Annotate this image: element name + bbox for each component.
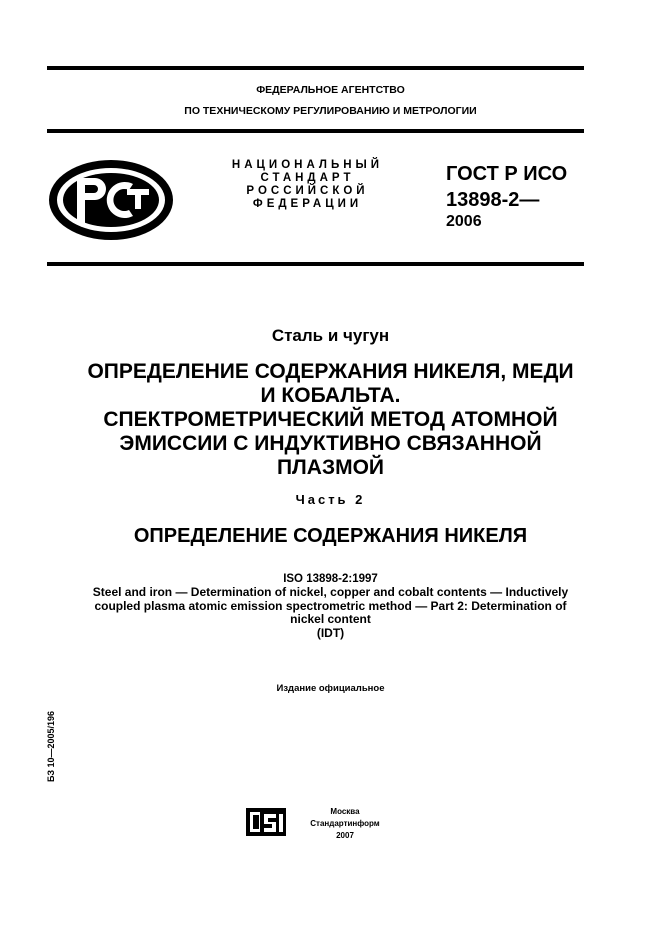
part-title: ОПРЕДЕЛЕНИЕ СОДЕРЖАНИЯ НИКЕЛЯ xyxy=(133,525,528,547)
agency-line-1: ФЕДЕРАЛЬНОЕ АГЕНТСТВО xyxy=(256,84,405,96)
national-standard-line-3: РОССИЙСКОЙ xyxy=(246,185,369,197)
national-standard-line-2: СТАНДАРТ xyxy=(260,172,355,184)
title-line: СПЕКТРОМЕТРИЧЕСКИЙ МЕТОД АТОМНОЙ xyxy=(103,408,558,431)
part-label: Часть 2 xyxy=(295,492,366,507)
top-rule xyxy=(47,66,584,70)
header-rule xyxy=(47,129,584,133)
publisher-year: 2007 xyxy=(336,831,354,840)
title-line: ЭМИССИИ С ИНДУКТИВНО СВЯЗАННОЙ xyxy=(119,432,542,455)
national-standard-line-4: ФЕДЕРАЦИИ xyxy=(252,198,363,210)
publisher-city: Москва xyxy=(330,807,360,816)
national-standard-line-1: НАЦИОНАЛЬНЫЙ xyxy=(231,159,384,171)
english-title-line: coupled plasma atomic emission spectrometric method — Part 2: Determination of xyxy=(94,598,567,613)
english-title xyxy=(20,586,641,640)
iso-reference: ISO 13898-2:1997 xyxy=(283,573,378,585)
section-rule xyxy=(47,262,584,266)
publisher-name: Стандартинформ xyxy=(310,819,380,828)
title-line: И КОБАЛЬТА. xyxy=(260,384,401,407)
english-title-line: nickel content xyxy=(290,612,371,626)
side-code: БЗ 10—2005/196 xyxy=(46,710,56,782)
agency-line-2: ПО ТЕХНИЧЕСКОМУ РЕГУЛИРОВАНИЮ И МЕТРОЛОГИИ xyxy=(184,105,477,117)
gost-year: 2006 xyxy=(446,213,482,230)
english-title-line: Steel and iron — Determination of nickel, copper and cobalt contents — Inductively xyxy=(92,585,569,599)
gost-code-line-1: ГОСТ Р ИСО xyxy=(446,163,568,185)
subtitle: Сталь и чугун xyxy=(271,326,390,345)
title-line: ПЛАЗМОЙ xyxy=(276,456,385,479)
gost-logo-icon xyxy=(47,158,175,242)
english-title-line: (IDT) xyxy=(316,625,345,640)
gost-code-line-2: 13898-2— xyxy=(446,189,540,211)
edition-label: Издание официальное xyxy=(276,683,385,694)
standartinform-logo-icon xyxy=(246,806,288,838)
title-line: ОПРЕДЕЛЕНИЕ СОДЕРЖАНИЯ НИКЕЛЯ, МЕДИ xyxy=(87,360,574,383)
main-title xyxy=(20,360,641,480)
